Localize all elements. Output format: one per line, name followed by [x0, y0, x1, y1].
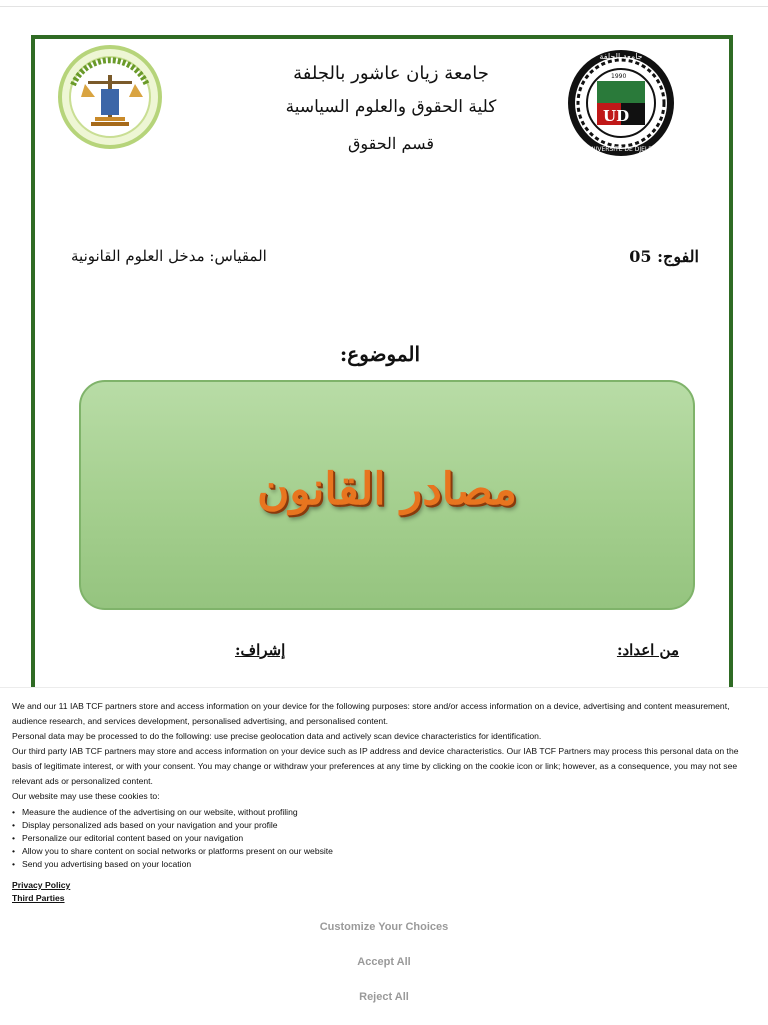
- list-item: • Send you advertising based on your location: [12, 858, 333, 871]
- cookie-uses-list: [12, 806, 333, 871]
- list-item: • Measure the audience of the advertising on our website, without profiling: [12, 806, 333, 819]
- logo-ud-letters: UD: [603, 107, 630, 125]
- list-item: • Display personalized ads based on your navigation and your profile: [12, 819, 333, 832]
- privacy-policy-link[interactable]: Privacy Policy: [12, 880, 71, 890]
- group-label: الفوج: 05: [629, 247, 699, 266]
- third-parties-link[interactable]: Third Parties: [12, 893, 65, 903]
- faculty-name: كلية الحقوق والعلوم السياسية: [285, 97, 497, 117]
- list-item: • Allow you to share content on social networks or platforms present on our website: [12, 845, 333, 858]
- document-title: مصادر القانون: [257, 464, 517, 515]
- reject-all-button[interactable]: Reject All: [234, 987, 534, 1007]
- consent-intro-text: We and our 11 IAB TCF partners store and access information on your device for the following purposes: store and/or access information on a device, advertising and content measurement, audience research, and services development, personalised advertising, and personalised content.: [12, 701, 730, 726]
- logo-bottom-text: UNIVERSITE DE DJELFA: [586, 146, 656, 153]
- consent-cookies-intro: Our website may use these cookies to:: [12, 791, 160, 801]
- logo-top-text: جامعة الجلفة: [599, 52, 643, 61]
- university-name: جامعة زيان عاشور بالجلفة: [293, 63, 489, 84]
- logo-year: 1990: [611, 73, 627, 80]
- consent-personal-data-text: Personal data may be processed to do the following: use precise geolocation data and actively scan device characteristics for identification.: [12, 731, 542, 741]
- cookie-consent-panel: [0, 687, 768, 1025]
- module-label: المقياس: مدخل العلوم القانونية: [71, 247, 267, 265]
- list-item: • Personalize our editorial content based on your navigation: [12, 832, 333, 845]
- top-divider: [0, 6, 768, 7]
- university-seal-logo: [561, 47, 681, 157]
- prepared-by-label: من اعداد:: [616, 641, 679, 659]
- supervision-label: إشراف:: [235, 641, 286, 659]
- title-box: [79, 380, 695, 610]
- consent-third-party-text: Our third party IAB TCF partners may store and access information on your device such as IP address and device characteristics. Our IAB TCF Partners may process this personal data on the basis of legitimate interest, or with your consent. You may change or withdraw your preferences at any time by clicking on the cookie icon or link; however, as a consequence, you may not see relevant ads or personalized content.: [12, 746, 739, 786]
- customize-choices-button[interactable]: Customize Your Choices: [234, 917, 534, 937]
- document-page: [31, 35, 733, 695]
- accept-all-button[interactable]: Accept All: [234, 952, 534, 972]
- department-name: قسم الحقوق: [347, 134, 435, 153]
- faculty-seal-logo: [55, 45, 165, 149]
- subject-label: الموضوع:: [339, 342, 421, 366]
